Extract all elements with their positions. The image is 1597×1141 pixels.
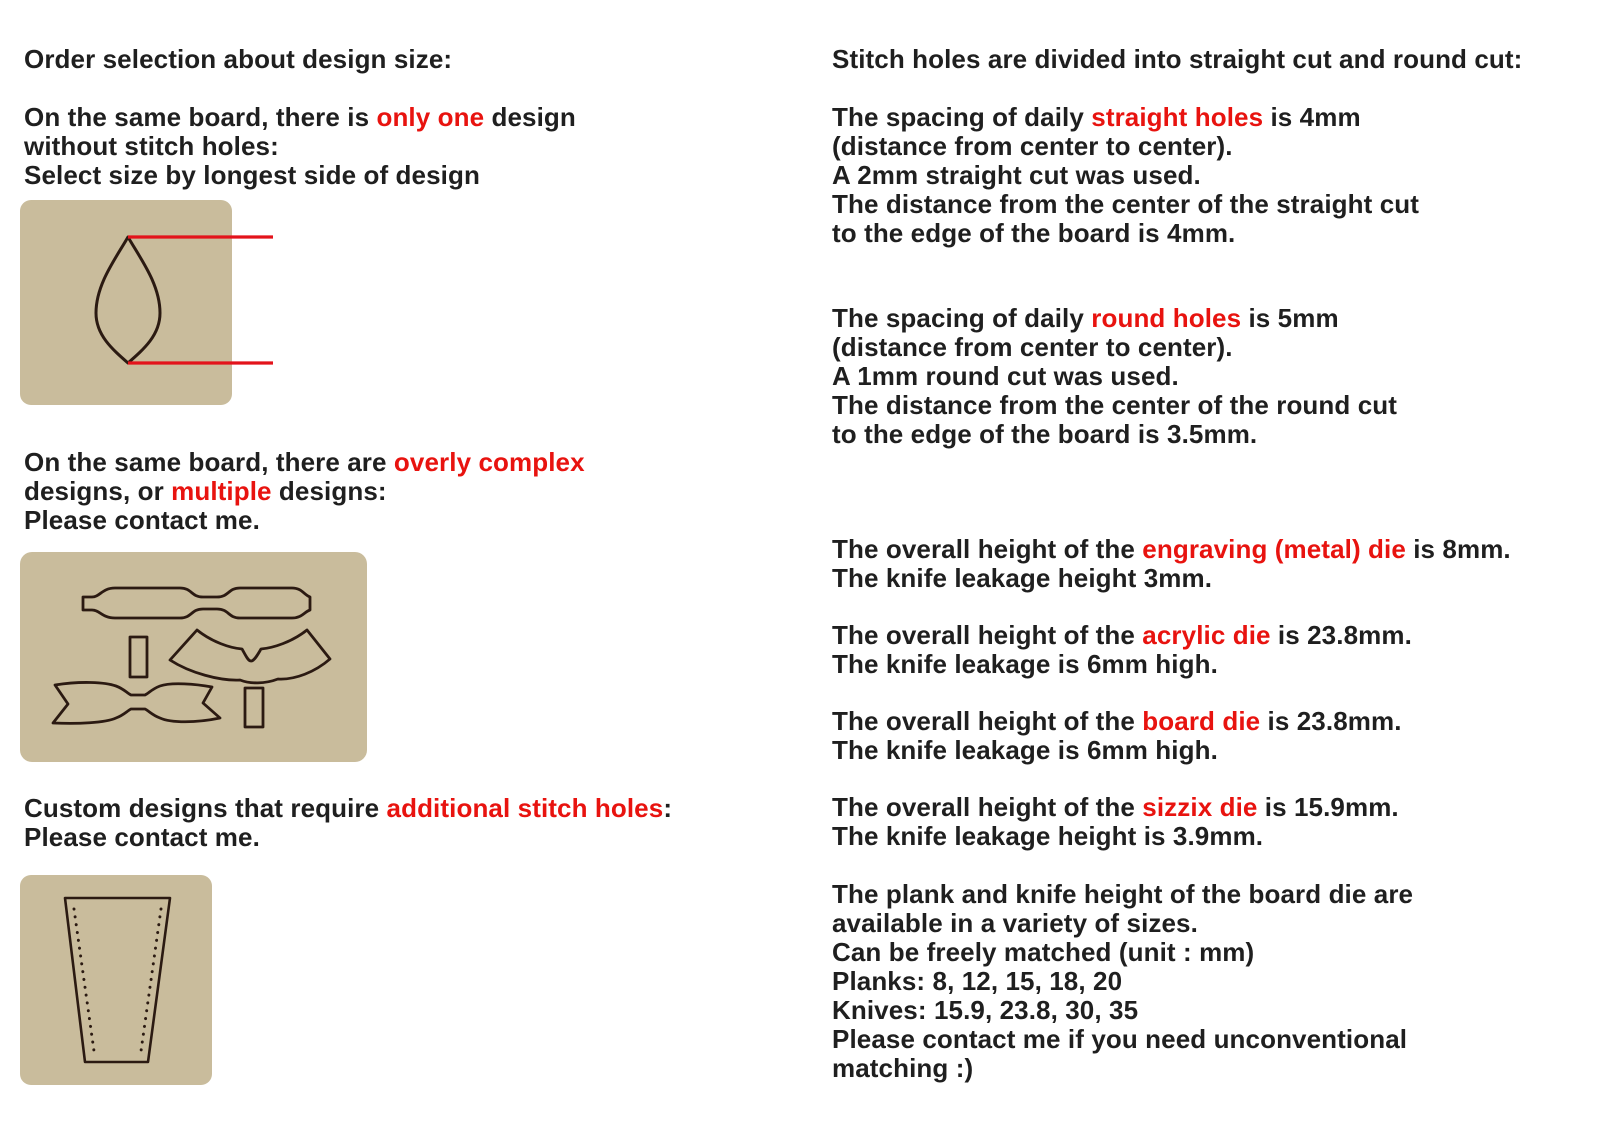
text-run: is 5mm <box>1241 303 1339 333</box>
right-para-matching-options <box>832 880 1413 1083</box>
text-line <box>24 448 585 477</box>
left-para-single-design <box>24 103 576 190</box>
text-line <box>832 938 1413 967</box>
text-run: designs, or <box>24 476 172 506</box>
text-run: The knife leakage is 6mm high. <box>832 649 1218 679</box>
text-run: is 23.8mm. <box>1260 706 1402 736</box>
text-line <box>832 132 1419 161</box>
highlighted-text: straight holes <box>1091 102 1264 132</box>
text-line <box>832 707 1402 736</box>
text-run: Order selection about design size: <box>24 44 453 74</box>
text-run: to the edge of the board is 4mm. <box>832 218 1236 248</box>
highlighted-text: engraving (metal) die <box>1142 534 1406 564</box>
highlighted-text: round holes <box>1091 303 1242 333</box>
text-run: available in a variety of sizes. <box>832 908 1198 938</box>
text-run: is 23.8mm. <box>1270 620 1412 650</box>
text-run: design <box>484 102 576 132</box>
right-para-round-holes <box>832 304 1397 449</box>
text-line <box>832 909 1413 938</box>
text-run: On the same board, there is <box>24 102 377 132</box>
figure-multiple-designs-board <box>20 552 367 762</box>
text-line <box>24 103 576 132</box>
text-line <box>832 967 1413 996</box>
text-line <box>832 736 1402 765</box>
text-line <box>832 161 1419 190</box>
text-run: (distance from center to center). <box>832 131 1233 161</box>
highlighted-text: additional stitch holes <box>386 793 664 823</box>
text-run: Please contact me. <box>24 822 260 852</box>
right-para-straight-holes <box>832 103 1419 248</box>
highlighted-text: board die <box>1142 706 1261 736</box>
text-run: The knife leakage height 3mm. <box>832 563 1213 593</box>
text-run: The spacing of daily <box>832 102 1092 132</box>
right-para-board-die <box>832 707 1402 765</box>
text-run: Please contact me if you need unconventional <box>832 1024 1408 1054</box>
text-run: The distance from the center of the round cut <box>832 390 1397 420</box>
highlighted-text: only one <box>376 102 485 132</box>
text-run: is 15.9mm. <box>1257 792 1399 822</box>
text-line <box>832 362 1397 391</box>
right-para-sizzix-die <box>832 793 1399 851</box>
left-para-custom-stitch-holes <box>24 794 672 852</box>
highlighted-text: multiple <box>171 476 272 506</box>
text-line <box>832 650 1412 679</box>
right-para-engraving-die <box>832 535 1511 593</box>
text-line <box>832 621 1412 650</box>
text-line <box>832 304 1397 333</box>
text-line <box>832 219 1419 248</box>
text-run: The knife leakage is 6mm high. <box>832 735 1218 765</box>
board-background <box>20 875 212 1085</box>
text-run: A 2mm straight cut was used. <box>832 160 1201 190</box>
text-line <box>832 822 1399 851</box>
text-run: is 8mm. <box>1405 534 1511 564</box>
text-run: Can be freely matched (unit : mm) <box>832 937 1255 967</box>
text-line <box>832 880 1413 909</box>
board-background <box>20 200 232 405</box>
text-line <box>24 506 585 535</box>
text-run: Select size by longest side of design <box>24 160 480 190</box>
text-run: Knives: 15.9, 23.8, 30, 35 <box>832 995 1139 1025</box>
text-line <box>24 161 576 190</box>
text-run: Custom designs that require <box>24 793 387 823</box>
text-line <box>832 535 1511 564</box>
text-run: matching :) <box>832 1053 974 1083</box>
highlighted-text: sizzix die <box>1142 792 1258 822</box>
text-run: : <box>663 793 673 823</box>
text-run: The overall height of the <box>832 792 1143 822</box>
text-line <box>832 420 1397 449</box>
figure-single-design-board <box>20 196 282 410</box>
figure-stitch-holes-board <box>20 875 212 1085</box>
text-run: A 1mm round cut was used. <box>832 361 1179 391</box>
left-heading <box>24 45 452 74</box>
text-run: Stitch holes are divided into straight cut and round cut: <box>832 44 1523 74</box>
highlighted-text: acrylic die <box>1142 620 1271 650</box>
board-background <box>20 552 367 762</box>
text-run: The plank and knife height of the board die are <box>832 879 1414 909</box>
text-line <box>832 996 1413 1025</box>
text-run: (distance from center to center). <box>832 332 1233 362</box>
highlighted-text: overly complex <box>393 447 585 477</box>
text-run: The knife leakage height is 3.9mm. <box>832 821 1264 851</box>
text-run: to the edge of the board is 3.5mm. <box>832 419 1258 449</box>
text-line <box>832 103 1419 132</box>
text-run: is 4mm <box>1263 102 1361 132</box>
left-para-complex-designs <box>24 448 585 535</box>
text-line <box>24 132 576 161</box>
text-line <box>24 477 585 506</box>
text-line <box>24 823 672 852</box>
text-line <box>832 793 1399 822</box>
text-run: The spacing of daily <box>832 303 1092 333</box>
text-line <box>832 1025 1413 1054</box>
text-run: The overall height of the <box>832 534 1143 564</box>
text-run: without stitch holes: <box>24 131 279 161</box>
text-line <box>832 333 1397 362</box>
text-line <box>24 794 672 823</box>
text-run: The overall height of the <box>832 620 1143 650</box>
right-heading <box>832 45 1522 74</box>
text-run: designs: <box>271 476 387 506</box>
text-run: The distance from the center of the straight cut <box>832 189 1419 219</box>
text-line <box>832 190 1419 219</box>
text-run: On the same board, there are <box>24 447 394 477</box>
text-run: The overall height of the <box>832 706 1143 736</box>
text-line <box>832 391 1397 420</box>
text-line <box>832 1054 1413 1083</box>
text-line <box>832 564 1511 593</box>
text-run: Planks: 8, 12, 15, 18, 20 <box>832 966 1123 996</box>
text-run: Please contact me. <box>24 505 260 535</box>
right-para-acrylic-die <box>832 621 1412 679</box>
